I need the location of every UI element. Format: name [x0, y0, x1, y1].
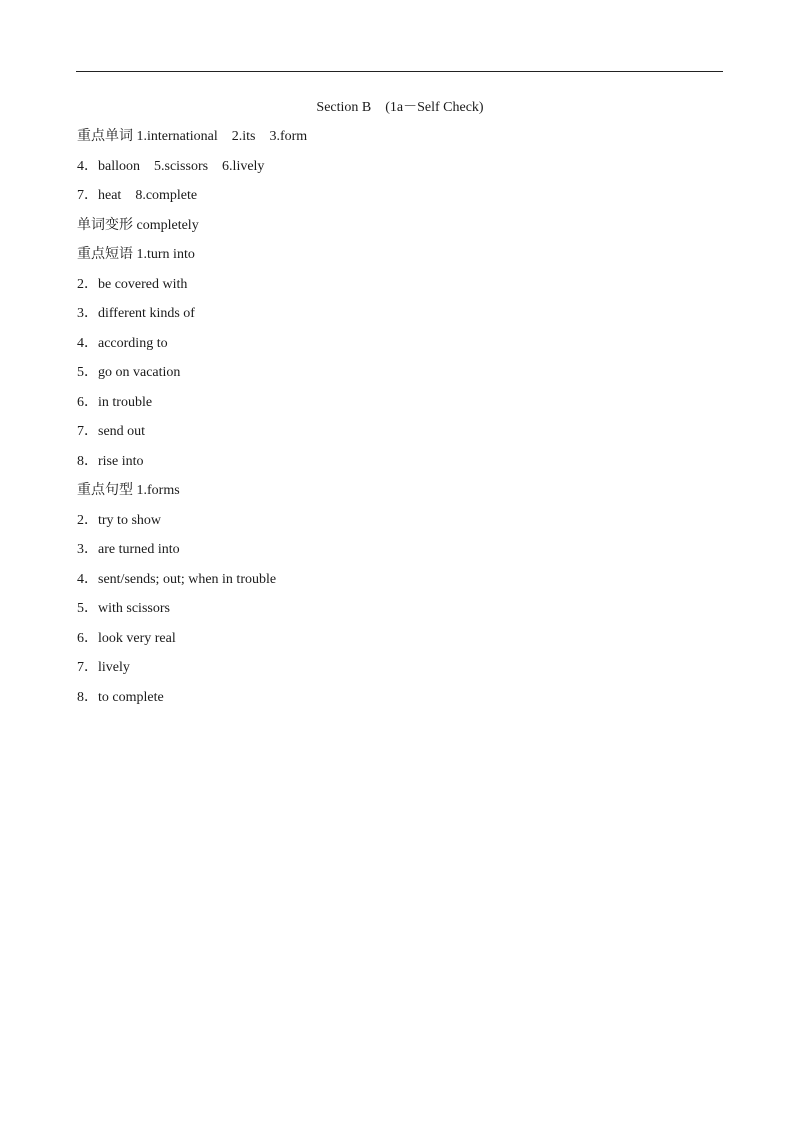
answer-line: 6．in trouble — [77, 394, 153, 410]
answer-line: 4．according to — [77, 335, 168, 351]
answer-line: 8．to complete — [77, 689, 164, 705]
answer-line: 单词变形 completely — [77, 217, 199, 233]
answer-list — [77, 128, 717, 718]
header-rule — [76, 71, 723, 72]
answer-line: 3．different kinds of — [77, 306, 195, 321]
answer-line: 2．try to show — [77, 512, 161, 528]
answer-line: 7．lively — [77, 660, 130, 675]
answer-line: 7．heat 8.complete — [77, 188, 198, 203]
answer-line: 8．rise into — [77, 453, 144, 469]
answer-line: 5．with scissors — [77, 601, 170, 616]
answer-line: 7．send out — [77, 424, 146, 439]
answer-line: 4．balloon 5.scissors 6.lively — [77, 158, 265, 174]
answer-line: 4．sent/sends; out; when in trouble — [77, 571, 277, 587]
answer-line: 6．look very real — [77, 630, 176, 646]
answer-line: 重点单词 1.international 2.its 3.form — [77, 129, 308, 144]
page-title: Section B (1a－Self Check) — [316, 100, 484, 115]
answer-line: 2．be covered with — [77, 276, 188, 292]
answer-line: 5．go on vacation — [77, 365, 181, 380]
answer-line: 重点句型 1.forms — [77, 483, 180, 498]
answer-line: 重点短语 1.turn into — [77, 247, 195, 262]
answer-line: 3．are turned into — [77, 542, 180, 557]
